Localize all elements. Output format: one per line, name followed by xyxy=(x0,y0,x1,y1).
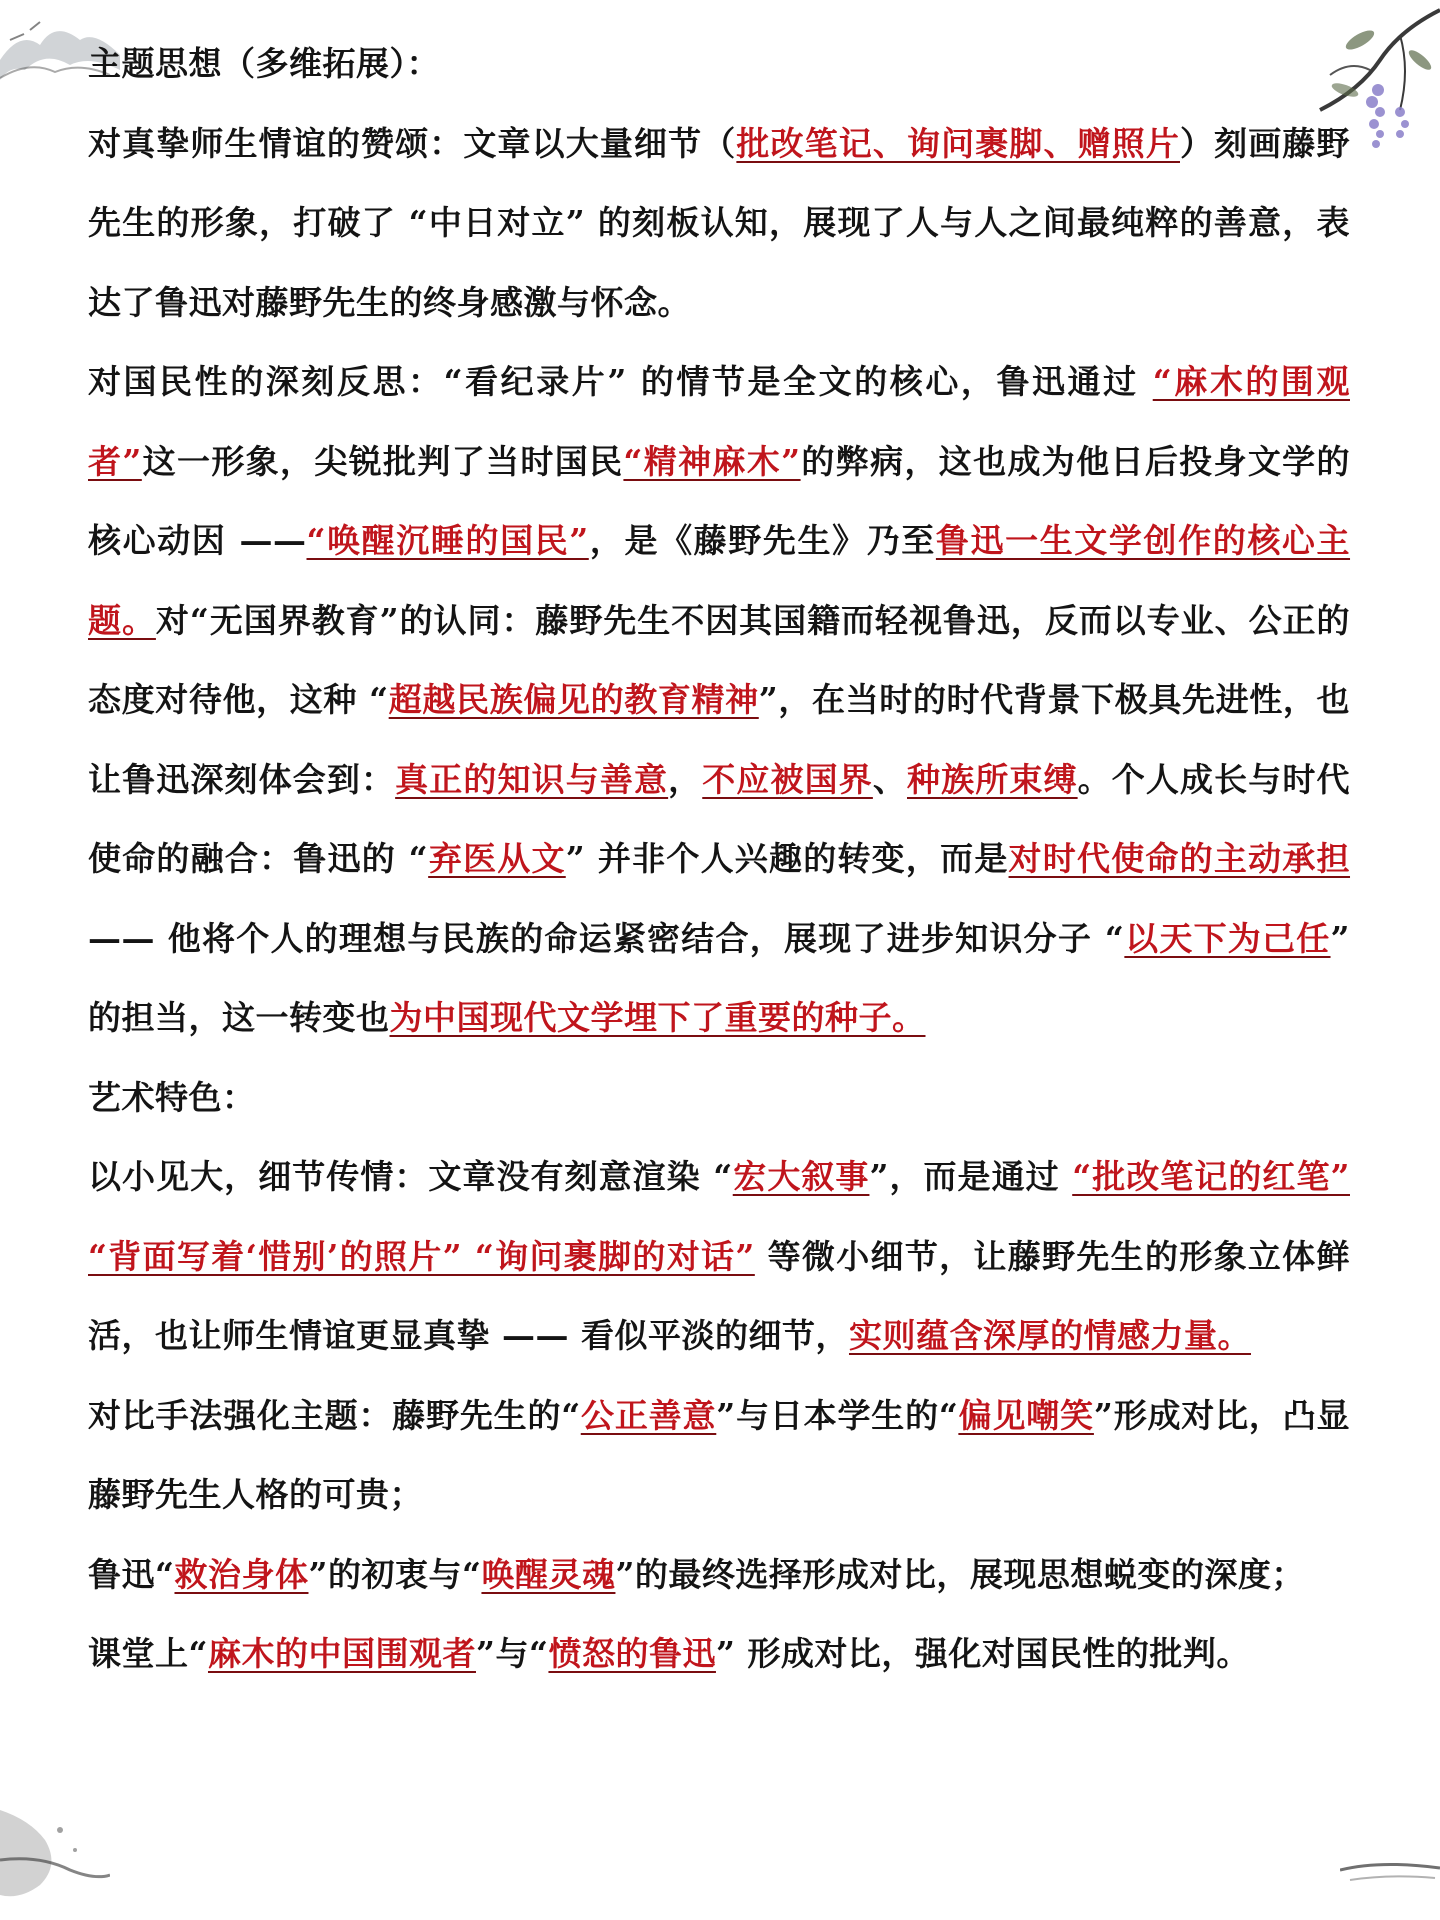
paragraph-national-character: 对国民性的深刻反思：“看纪录片” 的情节是全文的核心，鲁迅通过 “麻木的围观者”这一形象，尖锐批判了当时国民“精神麻木”的弊病，这也成为他日后投身文学的核心动因 ——“唤醒沉睡的国民”，是《藤野先生》乃至鲁迅一生文学创作的核心主题。对“无国界教育”的认同：藤野先生不因其国籍而轻视鲁迅，反而以专业、公正的态度对待他，这种 “超越民族偏见的教育精神”，在当时的时代背景下极具先进性，也让鲁迅深刻体会到：真正的知识与善意，不应被国界、种族所束缚。个人成长与时代使命的融合：鲁迅的 “弃医从文” 并非个人兴趣的转变，而是对时代使命的主动承担 —— 他将个人的理想与民族的命运紧密结合，展现了进步知识分子 “以天下为己任” 的担当，这一转变也为中国现代文学埋下了重要的种子。 xyxy=(88,362,1351,1037)
paragraph-contrast-1: 对比手法强化主题：藤野先生的“公正善意”与日本学生的“偏见嘲笑”形成对比，凸显藤野先生人格的可贵； xyxy=(88,1395,1351,1514)
paragraph-contrast-3: 课堂上“麻木的中国围观者”与“愤怒的鲁迅” 形成对比，强化对国民性的批判。 xyxy=(88,1634,1250,1673)
highlight-heal-body: 救治身体 xyxy=(174,1554,309,1594)
highlight-emotional-power: 实则蕴含深厚的情感力量。 xyxy=(848,1316,1251,1355)
highlight-fair-kindness: 公正善意 xyxy=(580,1395,717,1435)
ink-wash-splash-icon xyxy=(0,1770,110,1920)
highlight-awaken-soul: 唤醒灵魂 xyxy=(481,1554,616,1594)
highlight-onlookers: “麻木的围观者” xyxy=(88,362,1350,481)
highlight-not-bound-by-borders: 不应被国界 xyxy=(702,759,873,799)
highlight-abandon-medicine: 弃医从文 xyxy=(428,839,566,878)
highlight-core-theme: 鲁迅一生文学创作的核心主题。 xyxy=(88,521,1351,640)
highlight-borderless-education: 超越民族偏见的教育精神 xyxy=(388,680,759,719)
highlight-prejudice-mockery: 偏见嘲笑 xyxy=(958,1395,1094,1435)
highlight-angry-luxun: 愤怒的鲁迅 xyxy=(548,1634,716,1673)
paragraph-contrast-2: 鲁迅“救治身体”的初衷与“唤醒灵魂”的最终选择形成对比，展现思想蜕变的深度； xyxy=(88,1554,1305,1594)
highlight-detail-examples: “批改笔记的红笔” “背面写着‘惜别’的照片” “询问裹脚的对话” xyxy=(88,1157,1350,1276)
section-heading-art: 艺术特色： xyxy=(88,1077,256,1117)
document-body xyxy=(88,24,1350,1694)
highlight-chinese-onlookers: 麻木的中国围观者 xyxy=(207,1634,476,1673)
paragraph-small-details: 以小见大，细节传情：文章没有刻意渲染 “宏大叙事”，而是通过 “批改笔记的红笔” “背面写着‘惜别’的照片” “询问裹脚的对话” 等微小细节，让藤野先生的形象立体鲜活，也让师生情谊更显真挚 —— 看似平淡的细节，实则蕴含深厚的情感力量。 xyxy=(88,1157,1350,1355)
paragraph-teacher-student: 对真挚师生情谊的赞颂：文章以大量细节（批改笔记、询问裹脚、赠照片）刻画藤野先生的形象，打破了 “中日对立” 的刻板认知，展现了人与人之间最纯粹的善意，表达了鲁迅对藤野先生的终身感激与怀念。 xyxy=(88,123,1350,322)
highlight-world-responsibility: 以天下为己任 xyxy=(1124,918,1331,958)
ink-brush-stroke-icon xyxy=(1340,1850,1440,1920)
highlight-race: 种族所束缚 xyxy=(907,759,1078,799)
section-heading-theme: 主题思想（多维拓展）： xyxy=(88,44,440,83)
highlight-spiritual-numbness: “精神麻木” xyxy=(623,441,801,481)
highlight-grand-narrative: 宏大叙事 xyxy=(732,1157,870,1196)
highlight-modern-literature-seed: 为中国现代文学埋下了重要的种子。 xyxy=(389,998,926,1037)
highlight-awaken-people: “唤醒沉睡的国民” xyxy=(306,521,589,560)
highlight-true-knowledge: 真正的知识与善意 xyxy=(395,759,669,799)
highlight-mission: 对时代使命的主动承担 xyxy=(1008,839,1351,878)
highlight-details: 批改笔记、询问裹脚、赠照片 xyxy=(736,123,1180,163)
